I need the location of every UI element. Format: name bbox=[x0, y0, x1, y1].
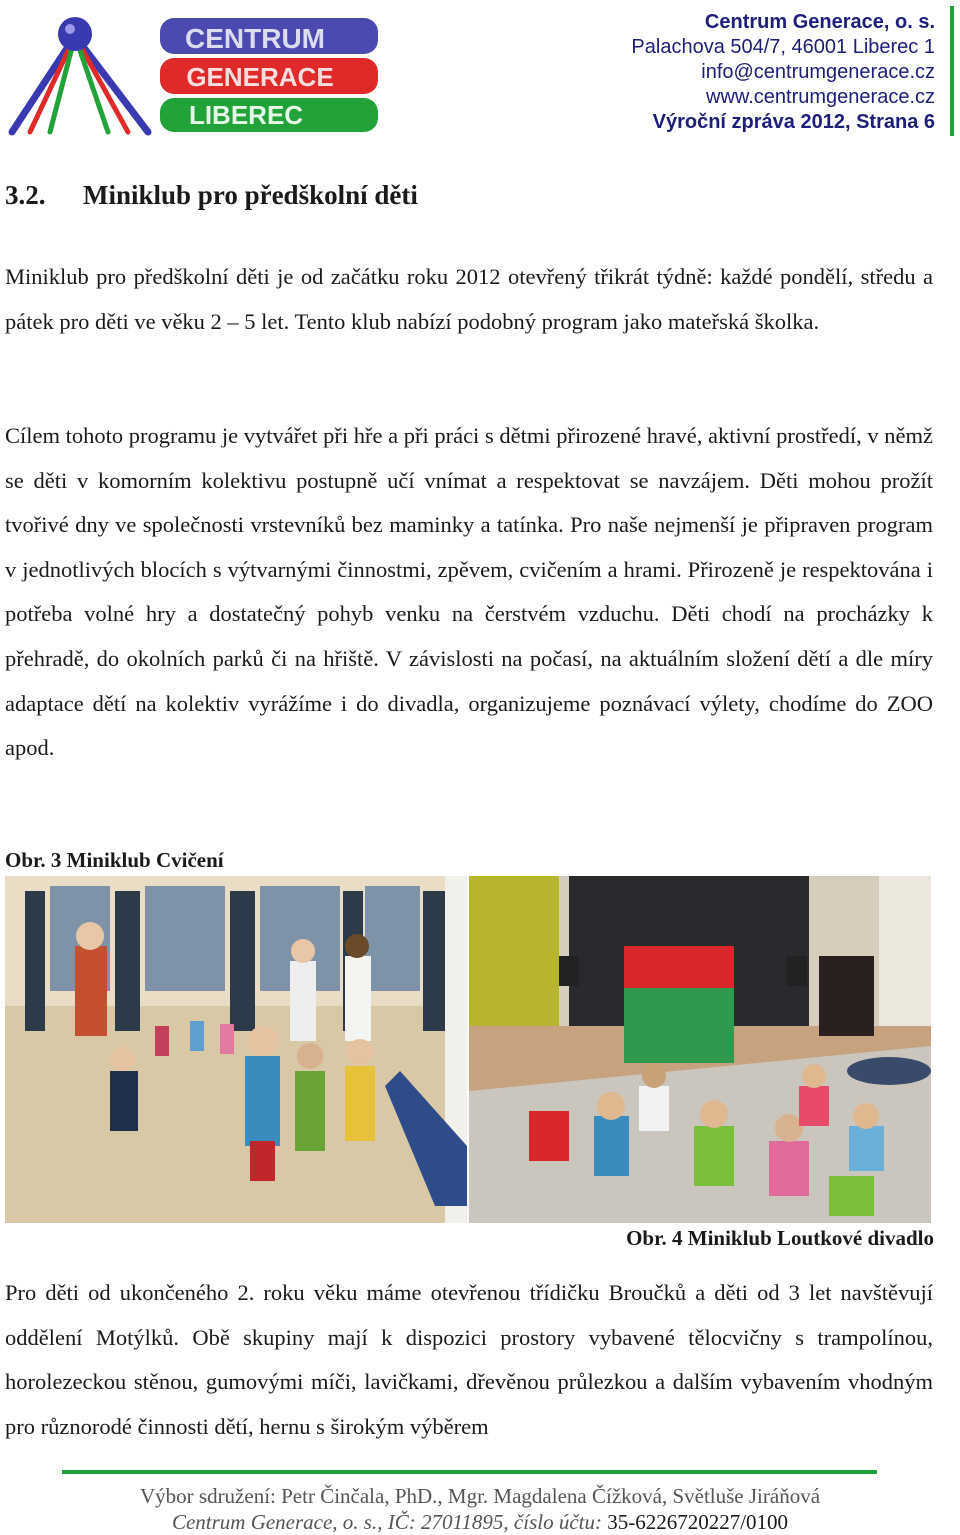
paragraph-groups: Pro děti od ukončeného 2. roku věku máme otevřenou třídičku Broučků a děti od 3 let navštěvují oddělení Motýlků. Obě skupiny mají k dispozici prostory vybavené tělocvičny s trampolínou, horolezeckou stěnou, gumovými míči, lavičkami, dřevěnou průlezkou a dalším vybavením vhodným pro různorodé činnosti dětí, hernu s širokým výběrem bbox=[5, 1280, 933, 1439]
footer-registration bbox=[0, 1510, 960, 1535]
header-accent-bar bbox=[950, 6, 954, 136]
svg-text:CENTRUM: CENTRUM bbox=[185, 23, 325, 54]
section-number: 3.2. bbox=[5, 180, 46, 210]
paragraph-intro: Miniklub pro předškolní děti je od začátku roku 2012 otevřený třikrát týdně: každé pondělí, středu a pátek pro děti ve věku 2 – 5 let. Tento klub nabízí podobný program jako mateřská školka. bbox=[5, 264, 933, 334]
footer-org-ids: Centrum Generace, o. s., IČ: 27011895, číslo účtu: bbox=[171, 1510, 602, 1534]
paragraph-goals: Cílem tohoto programu je vytvářet při hře a při práci s dětmi přirozené hravé, aktivní prostředí, v němž se děti v komorním kolektivu postupně učí vnímat a respektovat se navzájem. Děti mohou prožít tvořivé dny ve společnosti vrstevníků bez maminky a tatínka. Pro naše nejmenší je připraven program v jednotlivých blocích s výtvarnými činnostmi, zpěvem, cvičením a hrami. Přirozeně je respektována i potřeba volné hry a dostatečný pohyb venku na čerstvém vzduchu. Děti chodí na procházky k přehradě, do okolních parků či na hřiště. V závislosti na počasí, na aktuálním složení dětí a dle míry adaptace dětí na kolektiv vyrážíme i do divadla, organizujeme poznávací výlety, chodíme do ZOO apod. bbox=[5, 423, 933, 761]
photo-miniklub-puppet-theatre bbox=[469, 876, 931, 1223]
svg-text:LIBEREC: LIBEREC bbox=[188, 100, 304, 130]
section-title: Miniklub pro předškolní děti bbox=[83, 180, 418, 210]
organization-info bbox=[631, 10, 935, 135]
centrum-generace-logo bbox=[0, 0, 385, 142]
photo-miniklub-exercise bbox=[5, 876, 467, 1223]
org-website[interactable]: www.centrumgenerace.cz bbox=[706, 86, 935, 108]
section-heading bbox=[5, 180, 418, 211]
footer-board-members: Výbor sdružení: Petr Činčala, PhD., Mgr. Magdalena Čížková, Světluše Jiráňová bbox=[139, 1484, 821, 1508]
figure-caption-puppet-theatre: Obr. 4 Miniklub Loutkové divadlo bbox=[626, 1226, 934, 1250]
org-name: Centrum Generace, o. s. bbox=[704, 11, 935, 33]
footer-divider bbox=[62, 1470, 877, 1474]
figure-caption-exercise: Obr. 3 Miniklub Cvičení bbox=[5, 848, 224, 872]
org-address: Palachova 504/7, 46001 Liberec 1 bbox=[631, 36, 935, 58]
org-email[interactable]: info@centrumgenerace.cz bbox=[701, 61, 935, 83]
svg-text:GENERACE: GENERACE bbox=[186, 62, 334, 92]
report-page-label: Výroční zpráva 2012, Strana 6 bbox=[652, 111, 935, 133]
footer-bank-account: 35-6226720227/0100 bbox=[607, 1510, 789, 1534]
